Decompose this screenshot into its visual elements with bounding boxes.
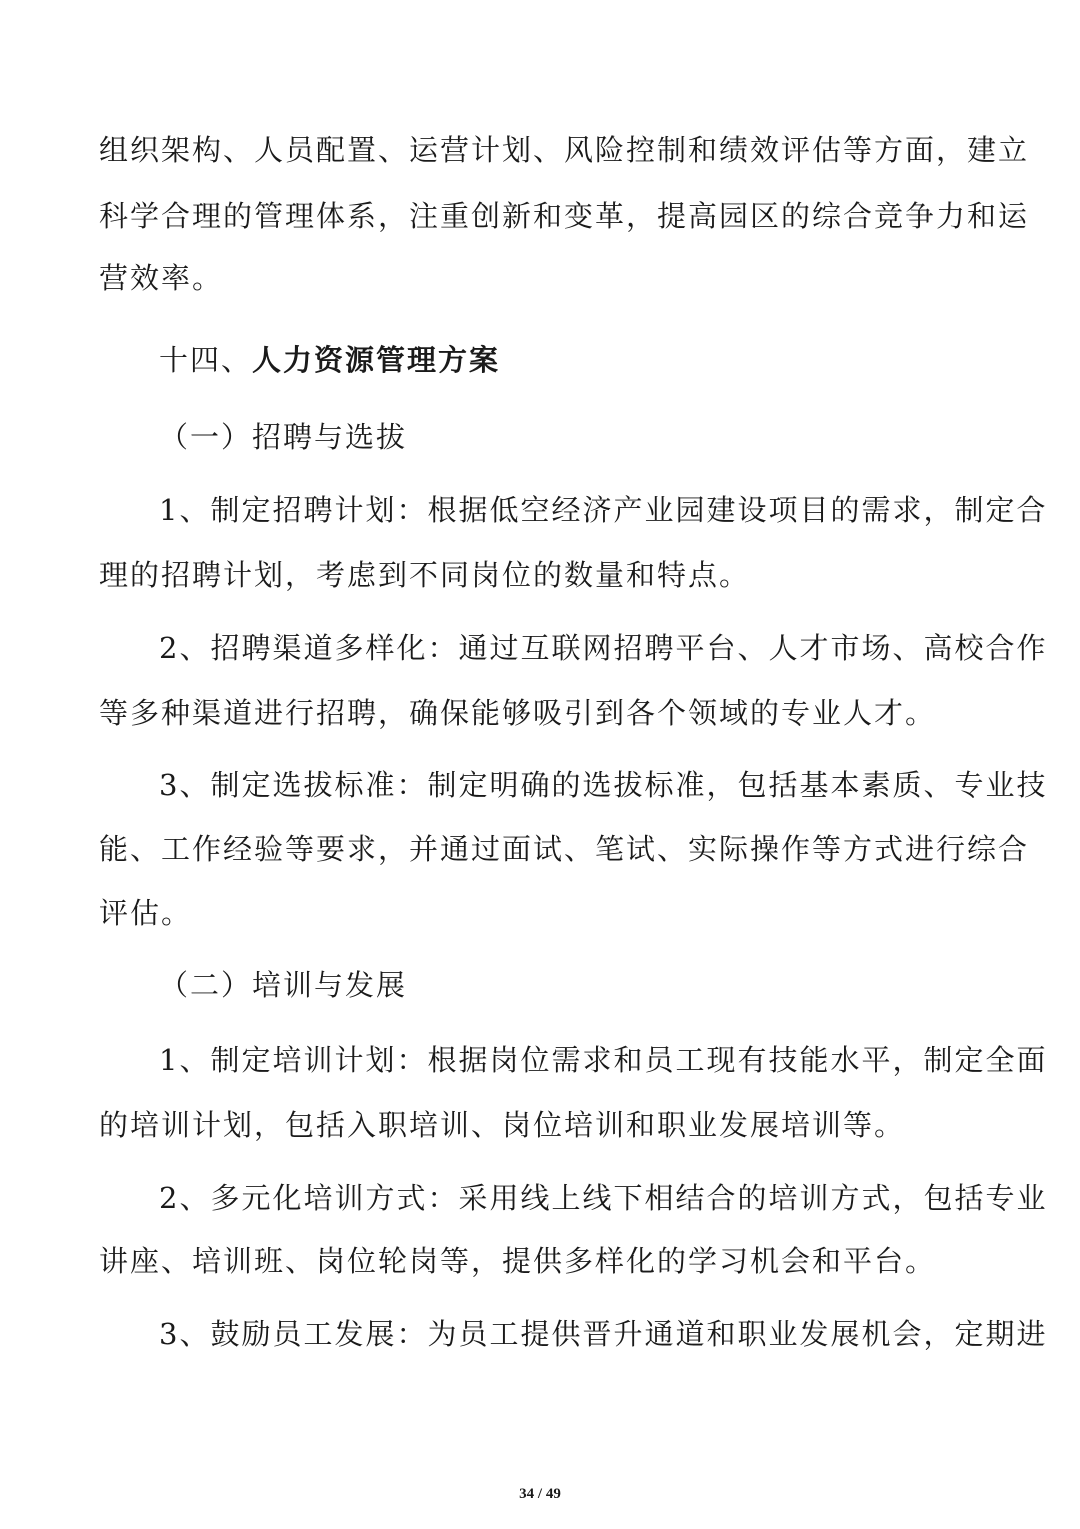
section-heading bbox=[159, 340, 500, 380]
page-number: 34 / 49 bbox=[519, 1486, 561, 1502]
body-text-line: 的培训计划，包括入职培训、岗位培训和职业发展培训等。 bbox=[99, 1108, 906, 1142]
body-text-line: 理的招聘计划，考虑到不同岗位的数量和特点。 bbox=[99, 558, 751, 592]
body-text-line: 3、制定选拔标准：制定明确的选拔标准，包括基本素质、专业技 bbox=[159, 768, 1048, 802]
body-text-line: 能、工作经验等要求，并通过面试、笔试、实际操作等方式进行综合 bbox=[99, 832, 1030, 866]
body-text-line: 3、鼓励员工发展：为员工提供晋升通道和职业发展机会，定期进 bbox=[159, 1317, 1048, 1351]
section-heading-title: 人力资源管理方案 bbox=[252, 343, 501, 377]
body-text-line: 讲座、培训班、岗位轮岗等，提供多样化的学习机会和平台。 bbox=[99, 1244, 937, 1278]
body-text-line: 组织架构、人员配置、运营计划、风险控制和绩效评估等方面，建立 bbox=[99, 133, 1030, 167]
body-text-line: 评估。 bbox=[99, 896, 193, 930]
body-text-line: 2、招聘渠道多样化：通过互联网招聘平台、人才市场、高校合作 bbox=[159, 631, 1048, 665]
subsection-heading: （一）招聘与选拔 bbox=[159, 420, 408, 454]
body-text-line: 2、多元化培训方式：采用线上线下相结合的培训方式，包括专业 bbox=[159, 1181, 1048, 1215]
subsection-heading: （二）培训与发展 bbox=[159, 968, 408, 1002]
body-text-line: 1、制定培训计划：根据岗位需求和员工现有技能水平，制定全面 bbox=[159, 1043, 1048, 1077]
body-text-line: 等多种渠道进行招聘，确保能够吸引到各个领域的专业人才。 bbox=[99, 696, 937, 730]
body-text-line: 营效率。 bbox=[99, 261, 224, 295]
body-text-line: 科学合理的管理体系，注重创新和变革，提高园区的综合竞争力和运 bbox=[99, 199, 1030, 233]
section-heading-number: 十四、 bbox=[159, 343, 253, 377]
body-text-line: 1、制定招聘计划：根据低空经济产业园建设项目的需求，制定合 bbox=[159, 493, 1048, 527]
